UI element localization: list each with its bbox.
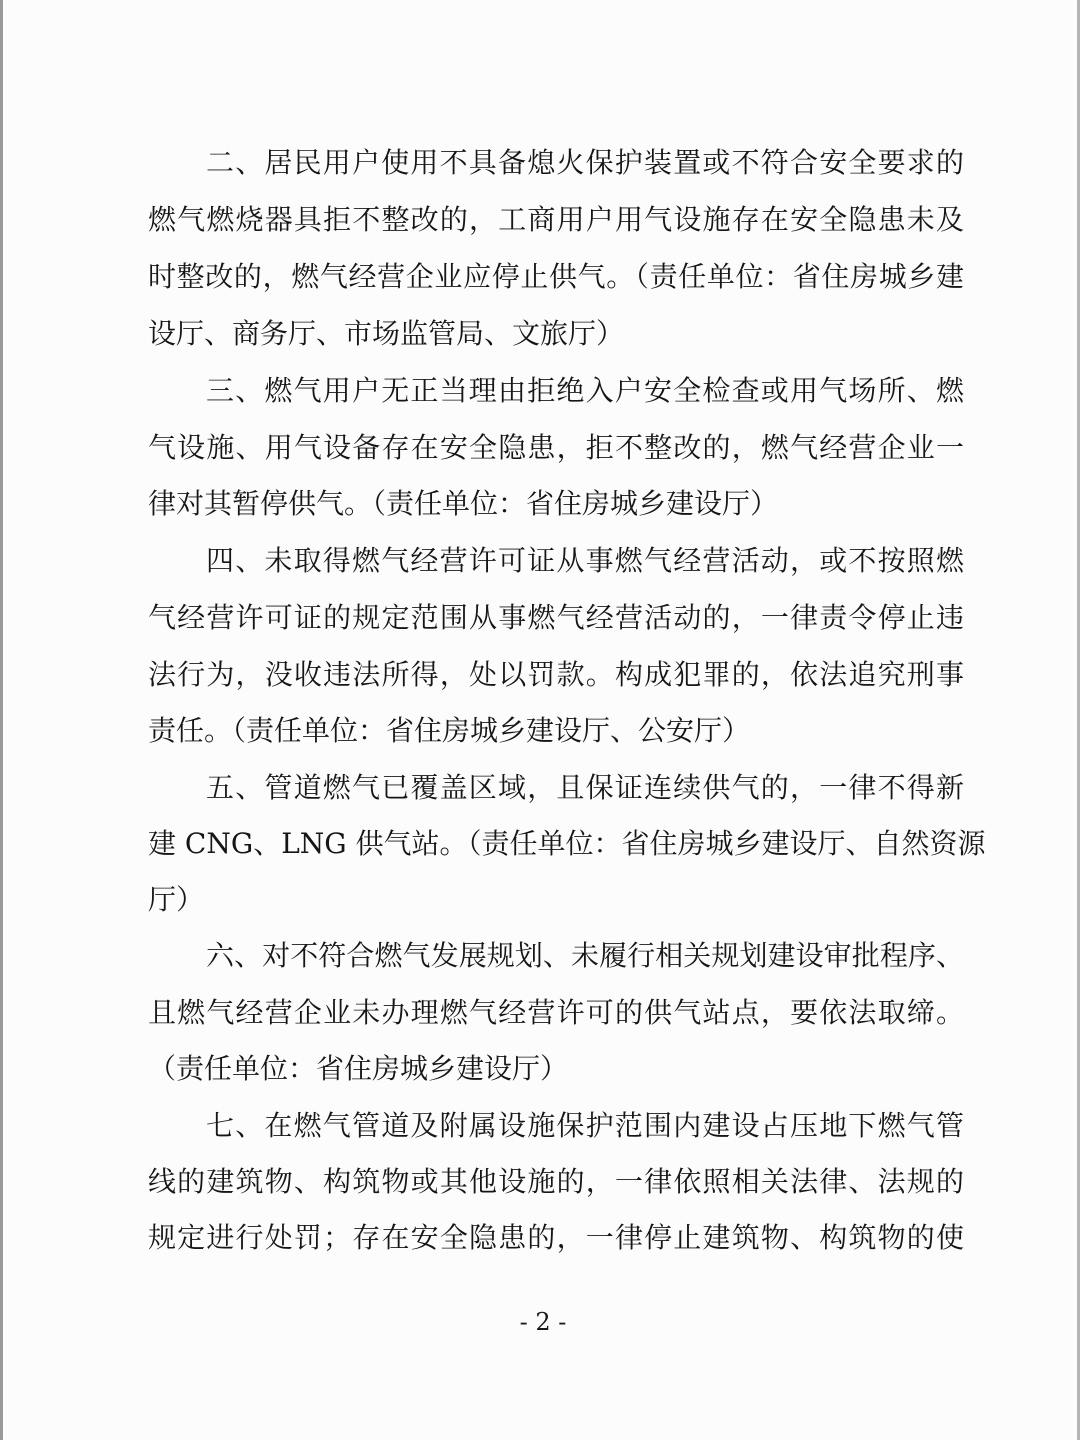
paragraph-3-line-1: 三、燃气用户无正当理由拒绝入户安全检查或用气场所、燃: [206, 374, 964, 407]
paragraph-6-line-2: 且燃气经营企业未办理燃气经营许可的供气站点，要依法取缔。: [148, 996, 964, 1029]
paragraph-6-line-3: （责任单位：省住房城乡建设厅）: [148, 1052, 569, 1085]
paragraph-5-line-3: 厅）: [148, 883, 205, 916]
paragraph-7-line-1: 七、在燃气管道及附属设施保护范围内建设占压地下燃气管: [206, 1109, 964, 1142]
paragraph-2-line-3: 时整改的，燃气经营企业应停止供气。（责任单位：省住房城乡建: [148, 260, 964, 293]
paragraph-4-line-2: 气经营许可证的规定范围从事燃气经营活动的，一律责令停止违: [148, 601, 964, 634]
paragraph-2-line-4: 设厅、商务厅、市场监管局、文旅厅）: [148, 317, 625, 350]
paragraph-6-line-1: 六、对不符合燃气发展规划、未履行相关规划建设审批程序、: [206, 939, 964, 972]
paragraph-3-line-2: 气设施、用气设备存在安全隐患，拒不整改的，燃气经营企业一: [148, 431, 964, 464]
paragraph-5-line-2: 建 CNG、LNG 供气站。（责任单位：省住房城乡建设厅、自然资源: [148, 827, 986, 860]
paragraph-4-line-3: 法行为，没收违法所得，处以罚款。构成犯罪的，依法追究刑事: [148, 658, 964, 691]
paragraph-7-line-2: 线的建筑物、构筑物或其他设施的，一律依照相关法律、法规的: [148, 1165, 964, 1198]
page-number: - 2 -: [519, 1308, 567, 1336]
paragraph-2-line-2: 燃气燃烧器具拒不整改的，工商用户用气设施存在安全隐患未及: [148, 203, 964, 236]
paragraph-7-line-3: 规定进行处罚；存在安全隐患的，一律停止建筑物、构筑物的使: [148, 1221, 964, 1254]
paragraph-4-line-4: 责任。（责任单位：省住房城乡建设厅、公安厅）: [148, 714, 751, 747]
paragraph-5-line-1: 五、管道燃气已覆盖区域，且保证连续供气的，一律不得新: [206, 771, 964, 804]
paragraph-3-line-3: 律对其暂停供气。（责任单位：省住房城乡建设厅）: [148, 487, 779, 520]
paragraph-2-line-1: 二、居民用户使用不具备熄火保护装置或不符合安全要求的: [206, 146, 964, 179]
paragraph-4-line-1: 四、未取得燃气经营许可证从事燃气经营活动，或不按照燃: [206, 544, 964, 577]
